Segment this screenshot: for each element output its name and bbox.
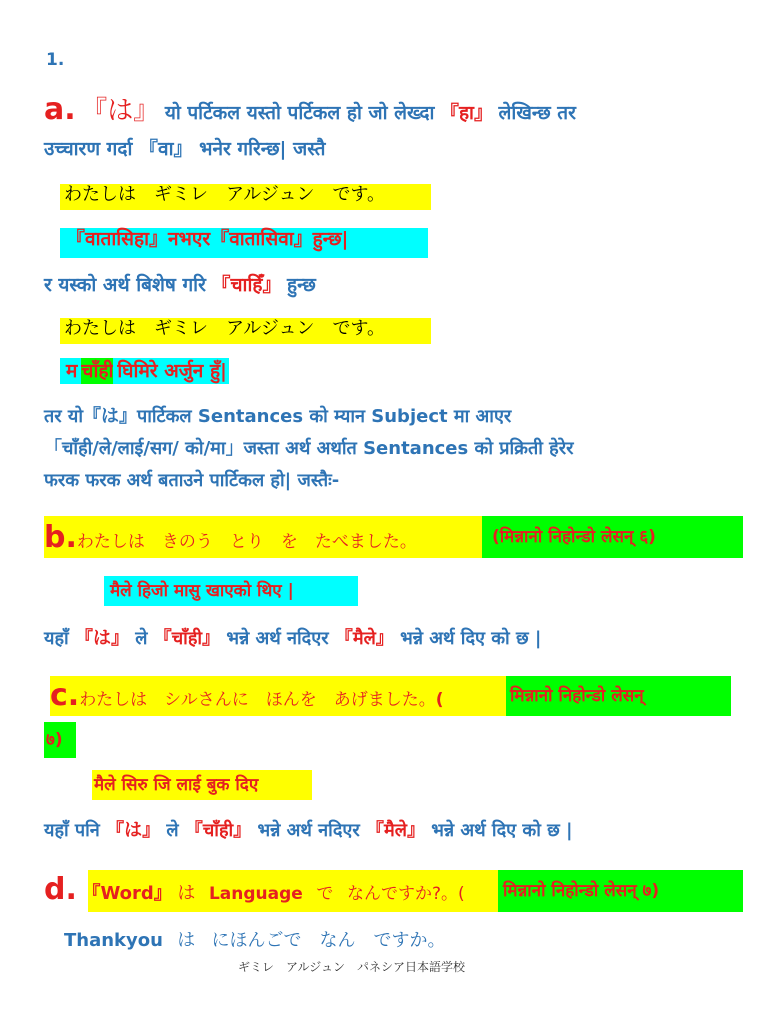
section-d-language: Language xyxy=(208,884,303,904)
section-d-de: で xyxy=(316,884,334,904)
section-b-note xyxy=(44,628,541,650)
section-b-note-mid: भन्ने अर्थ नदिएर xyxy=(226,628,329,649)
section-c-note-le: ले xyxy=(166,820,179,841)
section-b-marker: b. xyxy=(44,520,77,555)
section-c-np: मैले सिरु जि लाई बुक दिए xyxy=(92,770,312,800)
section-c-lesson2: ७) xyxy=(44,722,76,758)
section-a-meaning-end: हुन्छ xyxy=(287,274,316,296)
section-b-note-wa: 『は』 xyxy=(74,628,129,649)
section-d-example-wa: は xyxy=(177,930,196,951)
section-c-note-maile: 『मैले』 xyxy=(365,820,425,841)
section-a-example2-post: घिमिरे अर्जुन हुँ| xyxy=(113,358,229,384)
section-a-line1-end: लेखिन्छ तर xyxy=(498,102,576,124)
section-a-meaning-word: 『चाहिँ』 xyxy=(211,274,282,296)
section-a-ha: 『हा』 xyxy=(439,102,493,124)
section-a-explain3: फरक फरक अर्थ बताउने पार्टिकल हो| जस्तैः- xyxy=(44,470,340,491)
section-a-example1-jp: わたしは ギミレ アルジュン です。 xyxy=(60,184,431,210)
section-b-jp: わたしは きのう とり を たべました。 xyxy=(76,532,417,552)
section-b-line xyxy=(44,520,417,556)
section-a-particle: 『は』 xyxy=(81,96,160,126)
section-a-example2-np xyxy=(60,360,229,390)
section-a-line1 xyxy=(44,92,576,128)
section-b-note-le: ले xyxy=(135,628,148,649)
section-a-line2: उच्चारण गर्दा 『वा』 भनेर गरिन्छ| जस्तै xyxy=(44,138,326,160)
section-d-example-en: Thankyou xyxy=(64,930,163,951)
item-number: 1. xyxy=(46,50,65,70)
section-d-example xyxy=(64,930,446,952)
section-a-example2-word: चाँही xyxy=(81,360,114,382)
section-a-meaning-text: र यस्को अर्थ बिशेष गरि xyxy=(44,274,206,296)
section-c-note-chahi: 『चाँही』 xyxy=(184,820,252,841)
section-a-example1-np: 『वातासिहा』नभएर『वातासिवा』हुन्छ| xyxy=(60,228,428,258)
section-c-note-wa: 『は』 xyxy=(106,820,161,841)
section-c-lesson1: मिन्नानो निहोन्डो लेसन् xyxy=(510,686,644,706)
section-c-line xyxy=(50,678,444,714)
section-a-example2-pre: म xyxy=(60,358,81,384)
section-b-note-end: भन्ने अर्थ दिए को छ | xyxy=(400,628,542,649)
section-c-jp: わたしは シルさんに ほんを あげました。 xyxy=(79,690,436,710)
section-b-note-chahi: 『चाँही』 xyxy=(153,628,221,649)
section-a-meaning xyxy=(44,274,316,297)
section-c-note xyxy=(44,820,573,842)
section-d-question: なんですか?。( xyxy=(346,884,465,904)
section-c-paren: ( xyxy=(435,690,444,710)
section-b-lesson: (मिन्नानो निहोन्डो लेसन् ६) xyxy=(492,527,656,547)
section-d-lesson: मिन्नानो निहोन्डो लेसन् ७) xyxy=(503,881,660,901)
section-c-note-mid: भन्ने अर्थ नदिएर xyxy=(257,820,360,841)
page-footer: ギミレ アルジュン パネシア日本語学校 xyxy=(238,960,465,974)
section-b-np: मैले हिजो मासु खाएको थिए | xyxy=(104,576,358,606)
section-d-word: 『Word』 xyxy=(82,883,172,904)
section-b-note-maile: 『मैले』 xyxy=(334,628,394,649)
section-a-explain2: 「चाँही/ले/लाई/सग/ को/मा」जस्ता अर्थ अर्थात Sentances को प्रक्रिती हेरेर xyxy=(44,438,574,459)
section-d-marker: d. xyxy=(44,872,77,907)
section-a-explain1: तर यो『は』पार्टिकल Sentances को म्यान Subject मा आएर xyxy=(44,406,512,427)
section-d-line xyxy=(44,872,465,908)
section-c-marker: c. xyxy=(50,678,80,713)
section-c-note-pre: यहाँ पनि xyxy=(44,820,100,841)
section-a-example2-jp: わたしは ギミレ アルジュン です。 xyxy=(60,318,431,344)
section-c-note-end: भन्ने अर्थ दिए को छ | xyxy=(431,820,573,841)
section-b-note-pre: यहाँ xyxy=(44,628,69,649)
section-a-line1-text: यो पर्टिकल यस्तो पर्टिकल हो जो लेख्दा xyxy=(164,102,435,124)
section-a-marker: a. xyxy=(44,92,76,127)
section-d-wa: は xyxy=(177,883,196,904)
section-d-example-jp: にほんごで なん ですか。 xyxy=(211,930,446,951)
